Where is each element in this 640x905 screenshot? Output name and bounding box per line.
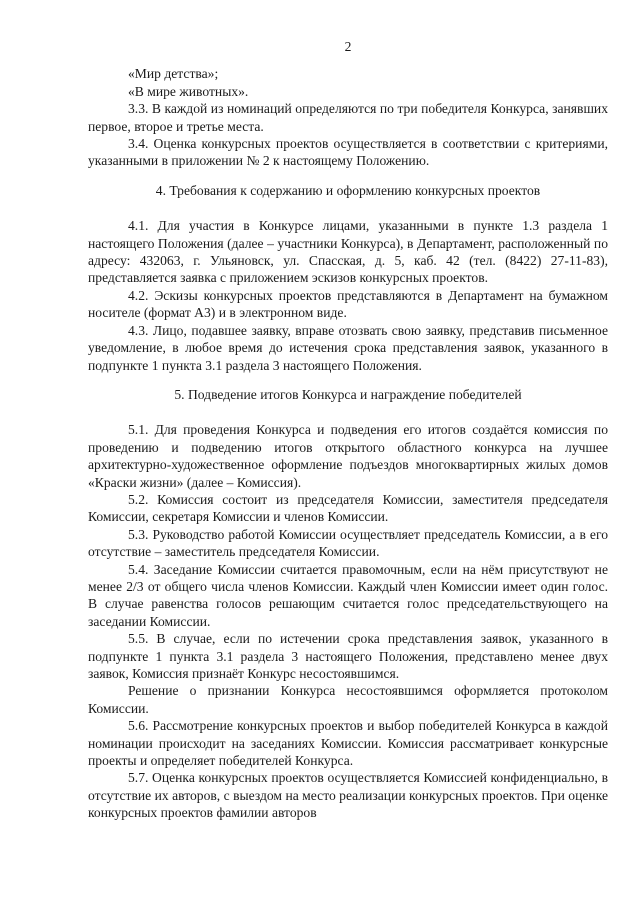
page-number: 2 [344,39,352,54]
section-4-heading: 4. Требования к содержанию и оформлению конкурсных проектов [155,182,541,198]
paragraph-5-2: 5.2. Комиссия состоит из председателя Комиссии, заместителя председателя Комиссии, секретаря Комиссии и членов Комиссии. [88,491,608,525]
paragraph-3-4: 3.4. Оценка конкурсных проектов осуществляется в соответствии с критериями, указанными в приложении № 2 к настоящему Положению. [88,136,608,169]
paragraph-5-5: 5.5. В случае, если по истечении срока представления заявок, указанного в подпункте 1 пункта 3.1 раздела 3 настоящего Положения, представлено менее двух заявок, Комиссия признаёт Конкурс несостоявшимся. [88,631,608,681]
paragraph-4-3: 4.3. Лицо, подавшее заявку, вправе отозвать свою заявку, представив письменное уведомление, в любое время до истечения срока представления заявок, указанного в подпункте 1 пункта 3.1 раздела 3 настоящего Положения. [88,322,608,373]
paragraph-4-2: 4.2. Эскизы конкурсных проектов представляются в Департамент на бумажном носителе (формат А3) и в электронном виде. [88,287,608,321]
paragraph-3-3: 3.3. В каждой из номинаций определяются по три победителя Конкурса, занявших первое, второе и третье места. [88,101,608,134]
paragraph-5-4: 5.4. Заседание Комиссии считается правомочным, если на нём присутствуют не менее 2/3 от общего числа членов Комиссии. Каждый член Комиссии имеет один голос. В случае равенства голосов решающим считается голос председательствующего на заседании Комиссии. [88,561,608,629]
paragraph-4-1: 4.1. Для участия в Конкурсе лицами, указанными в пункте 1.3 раздела 1 настоящего Положения (далее – участники Конкурса), в Департамент, расположенный по адресу: 432063, г. Ульяновск, ул. Спасская, д. 5, каб. 42 (тел. (8422) 27-11-83), представляется заявка с приложением эскизов конкурсных проектов. [88,218,608,286]
paragraph-5-7: 5.7. Оценка конкурсных проектов осуществляется Комиссией конфиденциально, в отсутствие их авторов, с выездом на место реализации конкурсных проектов. При оценке конкурсных проектов фамилии авторов [88,770,608,821]
section-5-heading: 5. Подведение итогов Конкурса и награждение победителей [174,386,522,402]
paragraph-decision: Решение о признании Конкурса несостоявшимся оформляется протоколом Комиссии. [88,683,608,716]
paragraph-5-1: 5.1. Для проведения Конкурса и подведения его итогов создаётся комиссия по проведению и подведению итогов открытого областного конкурса на лучшее архитектурно-художественное оформление подъездов многоквартирных жилых домов «Краски жизни» (далее – Комиссия). [88,422,608,490]
list-item: «Мир детства»; [128,66,219,82]
paragraph-5-3: 5.3. Руководство работой Комиссии осуществляет председатель Комиссии, а в его отсутствие – заместитель председателя Комиссии. [88,526,608,560]
list-item: «В мире животных». [128,83,249,99]
paragraph-5-6: 5.6. Рассмотрение конкурсных проектов и выбор победителей Конкурса в каждой номинации происходит на заседаниях Комиссии. Комиссия рассматривает конкурсные проекты и определяет победителей Конкурса. [88,718,608,769]
